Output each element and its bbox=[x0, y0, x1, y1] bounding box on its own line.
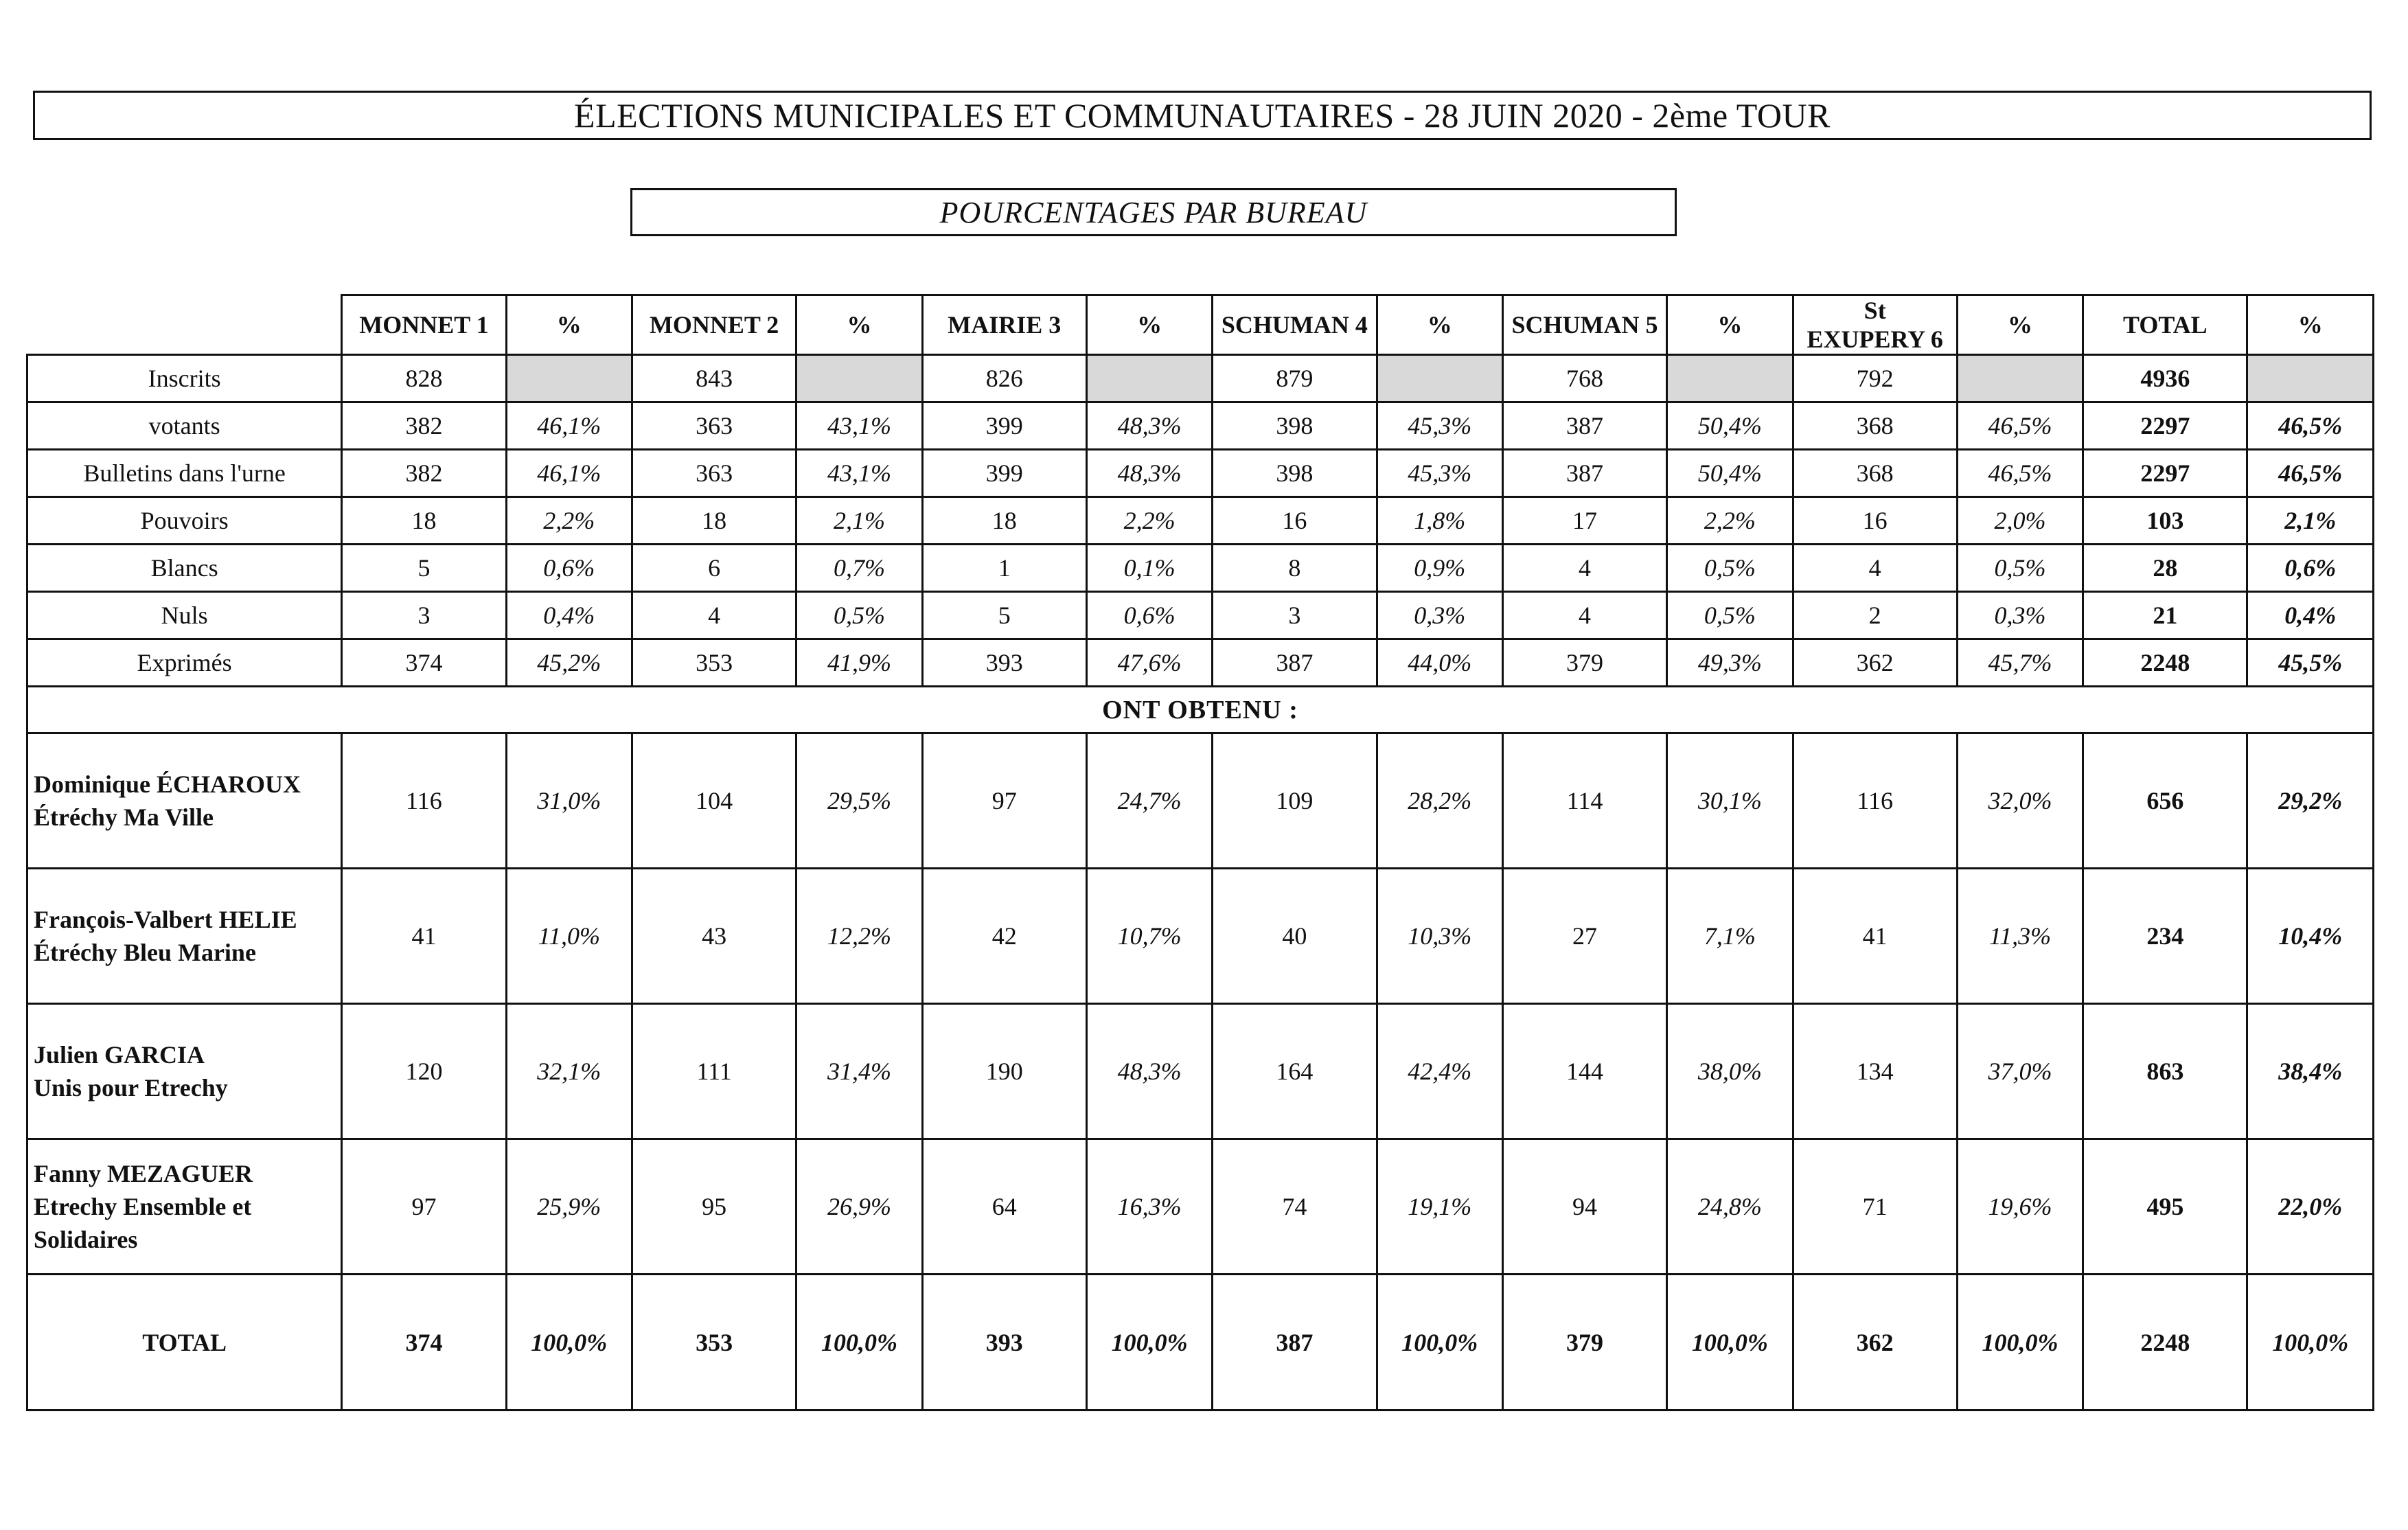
value-cell: 353 bbox=[632, 639, 796, 687]
pct-cell: 0,5% bbox=[796, 592, 922, 639]
stats-body bbox=[27, 355, 2374, 687]
value-cell: 4 bbox=[1502, 545, 1666, 592]
pct-cell: 46,1% bbox=[506, 402, 632, 450]
corner-cell bbox=[27, 295, 342, 355]
document-subtitle bbox=[630, 188, 1677, 236]
pct-cell: 0,7% bbox=[796, 545, 922, 592]
pct-cell bbox=[506, 355, 632, 402]
value-cell: 116 bbox=[1793, 733, 1957, 869]
value-cell: 382 bbox=[342, 450, 506, 497]
value-cell: 1 bbox=[922, 545, 1086, 592]
pct-cell: 46,5% bbox=[2247, 450, 2374, 497]
pct-cell: 46,5% bbox=[1957, 402, 2083, 450]
total-row bbox=[27, 1275, 2374, 1411]
value-cell: 4936 bbox=[2083, 355, 2247, 402]
pct-cell: 42,4% bbox=[1377, 1004, 1502, 1139]
value-cell: 5 bbox=[922, 592, 1086, 639]
candidate-label bbox=[27, 1004, 342, 1139]
pct-cell: 31,4% bbox=[796, 1004, 922, 1139]
value-cell: 42 bbox=[922, 869, 1086, 1004]
pct-cell: 2,2% bbox=[1086, 497, 1212, 545]
value-cell: 374 bbox=[342, 1275, 506, 1411]
value-cell: 41 bbox=[1793, 869, 1957, 1004]
pct-cell: 0,6% bbox=[1086, 592, 1212, 639]
value-cell: 8 bbox=[1213, 545, 1377, 592]
value-cell: 374 bbox=[342, 639, 506, 687]
candidate-list: Étréchy Bleu Marine bbox=[34, 939, 256, 966]
pct-cell: 24,8% bbox=[1667, 1139, 1793, 1275]
pct-cell: 11,3% bbox=[1957, 869, 2083, 1004]
col-header-pct: % bbox=[796, 295, 922, 355]
value-cell: 363 bbox=[632, 402, 796, 450]
col-header-monnet-1: MONNET 1 bbox=[342, 295, 506, 355]
pct-cell bbox=[796, 355, 922, 402]
value-cell: 2297 bbox=[2083, 450, 2247, 497]
candidate-name: Fanny MEZAGUER bbox=[34, 1160, 253, 1187]
candidate-list: Solidaires bbox=[34, 1226, 138, 1253]
col-header-monnet-2: MONNET 2 bbox=[632, 295, 796, 355]
pct-cell: 2,0% bbox=[1957, 497, 2083, 545]
value-cell: 843 bbox=[632, 355, 796, 402]
pct-cell: 1,8% bbox=[1377, 497, 1502, 545]
value-cell: 362 bbox=[1793, 1275, 1957, 1411]
value-cell: 379 bbox=[1502, 1275, 1666, 1411]
value-cell: 2297 bbox=[2083, 402, 2247, 450]
pct-cell: 45,7% bbox=[1957, 639, 2083, 687]
value-cell: 363 bbox=[632, 450, 796, 497]
value-cell: 387 bbox=[1502, 450, 1666, 497]
pct-cell: 38,4% bbox=[2247, 1004, 2374, 1139]
value-cell: 6 bbox=[632, 545, 796, 592]
pct-cell: 31,0% bbox=[506, 733, 632, 869]
value-cell: 399 bbox=[922, 402, 1086, 450]
value-cell: 116 bbox=[342, 733, 506, 869]
pct-cell: 0,6% bbox=[2247, 545, 2374, 592]
col-header-pct: % bbox=[1957, 295, 2083, 355]
value-cell: 97 bbox=[342, 1139, 506, 1275]
value-cell: 353 bbox=[632, 1275, 796, 1411]
pct-cell: 24,7% bbox=[1086, 733, 1212, 869]
pct-cell bbox=[1086, 355, 1212, 402]
stat-row bbox=[27, 592, 2374, 639]
pct-cell: 26,9% bbox=[796, 1139, 922, 1275]
value-cell: 879 bbox=[1213, 355, 1377, 402]
pct-cell: 32,0% bbox=[1957, 733, 2083, 869]
value-cell: 144 bbox=[1502, 1004, 1666, 1139]
pct-cell: 19,6% bbox=[1957, 1139, 2083, 1275]
ont-obtenu-row bbox=[27, 687, 2374, 733]
pct-cell: 19,1% bbox=[1377, 1139, 1502, 1275]
document-title bbox=[33, 91, 2372, 140]
col-header-pct: % bbox=[1667, 295, 1793, 355]
pct-cell: 12,2% bbox=[796, 869, 922, 1004]
pct-cell: 37,0% bbox=[1957, 1004, 2083, 1139]
value-cell: 104 bbox=[632, 733, 796, 869]
value-cell: 164 bbox=[1213, 1004, 1377, 1139]
value-cell: 4 bbox=[632, 592, 796, 639]
pct-cell: 10,3% bbox=[1377, 869, 1502, 1004]
candidate-row bbox=[27, 1004, 2374, 1139]
value-cell: 387 bbox=[1213, 1275, 1377, 1411]
value-cell: 398 bbox=[1213, 450, 1377, 497]
value-cell: 95 bbox=[632, 1139, 796, 1275]
pct-cell: 16,3% bbox=[1086, 1139, 1212, 1275]
value-cell: 2248 bbox=[2083, 639, 2247, 687]
col-header-pct: % bbox=[506, 295, 632, 355]
candidate-list: Unis pour Etrechy bbox=[34, 1074, 228, 1101]
value-cell: 109 bbox=[1213, 733, 1377, 869]
pct-cell: 45,2% bbox=[506, 639, 632, 687]
pct-cell: 29,2% bbox=[2247, 733, 2374, 869]
stat-row bbox=[27, 545, 2374, 592]
value-cell: 368 bbox=[1793, 450, 1957, 497]
stat-row bbox=[27, 639, 2374, 687]
value-cell: 71 bbox=[1793, 1139, 1957, 1275]
value-cell: 97 bbox=[922, 733, 1086, 869]
value-cell: 362 bbox=[1793, 639, 1957, 687]
pct-cell: 44,0% bbox=[1377, 639, 1502, 687]
stat-row bbox=[27, 402, 2374, 450]
pct-cell: 100,0% bbox=[796, 1275, 922, 1411]
pct-cell: 7,1% bbox=[1667, 869, 1793, 1004]
value-cell: 398 bbox=[1213, 402, 1377, 450]
value-cell: 3 bbox=[1213, 592, 1377, 639]
results-table bbox=[26, 294, 2374, 1411]
pct-cell: 43,1% bbox=[796, 402, 922, 450]
pct-cell: 100,0% bbox=[2247, 1275, 2374, 1411]
value-cell: 16 bbox=[1213, 497, 1377, 545]
candidates-body bbox=[27, 733, 2374, 1275]
stat-row-label: Bulletins dans l'urne bbox=[27, 450, 342, 497]
pct-cell: 43,1% bbox=[796, 450, 922, 497]
value-cell: 399 bbox=[922, 450, 1086, 497]
pct-cell: 29,5% bbox=[796, 733, 922, 869]
document-subtitle-text: POURCENTAGES PAR BUREAU bbox=[939, 195, 1368, 229]
value-cell: 387 bbox=[1502, 402, 1666, 450]
pct-cell: 48,3% bbox=[1086, 402, 1212, 450]
candidate-list: Etrechy Ensemble et bbox=[34, 1193, 252, 1220]
col-header-pct: % bbox=[2247, 295, 2374, 355]
pct-cell bbox=[2247, 355, 2374, 402]
total-row-label: TOTAL bbox=[27, 1275, 342, 1411]
value-cell: 21 bbox=[2083, 592, 2247, 639]
value-cell: 863 bbox=[2083, 1004, 2247, 1139]
candidate-name: Julien GARCIA bbox=[34, 1041, 205, 1069]
pct-cell: 0,6% bbox=[506, 545, 632, 592]
pct-cell: 50,4% bbox=[1667, 450, 1793, 497]
value-cell: 495 bbox=[2083, 1139, 2247, 1275]
pct-cell: 2,1% bbox=[796, 497, 922, 545]
value-cell: 18 bbox=[632, 497, 796, 545]
stat-row-label: Exprimés bbox=[27, 639, 342, 687]
candidate-name: François-Valbert HELIE bbox=[34, 906, 297, 933]
value-cell: 18 bbox=[922, 497, 1086, 545]
value-cell: 27 bbox=[1502, 869, 1666, 1004]
value-cell: 64 bbox=[922, 1139, 1086, 1275]
value-cell: 4 bbox=[1502, 592, 1666, 639]
header-row bbox=[27, 295, 2374, 355]
pct-cell: 0,4% bbox=[2247, 592, 2374, 639]
pct-cell: 100,0% bbox=[1377, 1275, 1502, 1411]
pct-cell: 46,1% bbox=[506, 450, 632, 497]
pct-cell: 47,6% bbox=[1086, 639, 1212, 687]
value-cell: 234 bbox=[2083, 869, 2247, 1004]
pct-cell: 45,5% bbox=[2247, 639, 2374, 687]
value-cell: 111 bbox=[632, 1004, 796, 1139]
pct-cell: 49,3% bbox=[1667, 639, 1793, 687]
value-cell: 190 bbox=[922, 1004, 1086, 1139]
value-cell: 3 bbox=[342, 592, 506, 639]
pct-cell: 0,5% bbox=[1667, 545, 1793, 592]
pct-cell: 46,5% bbox=[1957, 450, 2083, 497]
value-cell: 120 bbox=[342, 1004, 506, 1139]
total-body bbox=[27, 1275, 2374, 1411]
col-header-st-exupery-6 bbox=[1793, 295, 1957, 355]
value-cell: 16 bbox=[1793, 497, 1957, 545]
value-cell: 2248 bbox=[2083, 1275, 2247, 1411]
col-header-pct: % bbox=[1377, 295, 1502, 355]
pct-cell: 0,9% bbox=[1377, 545, 1502, 592]
pct-cell: 100,0% bbox=[506, 1275, 632, 1411]
pct-cell: 25,9% bbox=[506, 1139, 632, 1275]
ont-obtenu-label: ONT OBTENU : bbox=[27, 687, 2374, 733]
value-cell: 828 bbox=[342, 355, 506, 402]
pct-cell: 46,5% bbox=[2247, 402, 2374, 450]
pct-cell: 45,3% bbox=[1377, 402, 1502, 450]
value-cell: 18 bbox=[342, 497, 506, 545]
pct-cell: 41,9% bbox=[796, 639, 922, 687]
col-header-schuman-4: SCHUMAN 4 bbox=[1213, 295, 1377, 355]
pct-cell: 38,0% bbox=[1667, 1004, 1793, 1139]
value-cell: 768 bbox=[1502, 355, 1666, 402]
candidate-label bbox=[27, 1139, 342, 1275]
pct-cell: 0,3% bbox=[1957, 592, 2083, 639]
col-header-pct: % bbox=[1086, 295, 1212, 355]
pct-cell: 10,4% bbox=[2247, 869, 2374, 1004]
value-cell: 656 bbox=[2083, 733, 2247, 869]
candidate-row bbox=[27, 869, 2374, 1004]
value-cell: 74 bbox=[1213, 1139, 1377, 1275]
col-header-mairie-3: MAIRIE 3 bbox=[922, 295, 1086, 355]
pct-cell: 32,1% bbox=[506, 1004, 632, 1139]
value-cell: 114 bbox=[1502, 733, 1666, 869]
pct-cell: 0,3% bbox=[1377, 592, 1502, 639]
stat-row bbox=[27, 497, 2374, 545]
col-header-schuman-5: SCHUMAN 5 bbox=[1502, 295, 1666, 355]
value-cell: 368 bbox=[1793, 402, 1957, 450]
value-cell: 43 bbox=[632, 869, 796, 1004]
pct-cell: 100,0% bbox=[1957, 1275, 2083, 1411]
pct-cell: 2,2% bbox=[506, 497, 632, 545]
value-cell: 393 bbox=[922, 639, 1086, 687]
pct-cell: 48,3% bbox=[1086, 450, 1212, 497]
value-cell: 379 bbox=[1502, 639, 1666, 687]
col-header-total: TOTAL bbox=[2083, 295, 2247, 355]
value-cell: 103 bbox=[2083, 497, 2247, 545]
value-cell: 393 bbox=[922, 1275, 1086, 1411]
value-cell: 134 bbox=[1793, 1004, 1957, 1139]
pct-cell: 45,3% bbox=[1377, 450, 1502, 497]
candidate-name: Dominique ÉCHAROUX bbox=[34, 770, 301, 798]
value-cell: 17 bbox=[1502, 497, 1666, 545]
candidate-label bbox=[27, 733, 342, 869]
pct-cell: 0,4% bbox=[506, 592, 632, 639]
pct-cell bbox=[1957, 355, 2083, 402]
pct-cell: 2,2% bbox=[1667, 497, 1793, 545]
stat-row-label: Pouvoirs bbox=[27, 497, 342, 545]
value-cell: 792 bbox=[1793, 355, 1957, 402]
pct-cell: 50,4% bbox=[1667, 402, 1793, 450]
stat-row-label: Nuls bbox=[27, 592, 342, 639]
candidate-list: Étréchy Ma Ville bbox=[34, 803, 214, 831]
stat-row-label: Blancs bbox=[27, 545, 342, 592]
col-header-st-exupery-line1: St bbox=[1864, 297, 1886, 324]
pct-cell: 48,3% bbox=[1086, 1004, 1212, 1139]
pct-cell: 10,7% bbox=[1086, 869, 1212, 1004]
candidate-row bbox=[27, 1139, 2374, 1275]
pct-cell: 22,0% bbox=[2247, 1139, 2374, 1275]
pct-cell: 100,0% bbox=[1667, 1275, 1793, 1411]
candidate-row bbox=[27, 733, 2374, 869]
stat-row bbox=[27, 355, 2374, 402]
stat-row-label: Inscrits bbox=[27, 355, 342, 402]
pct-cell: 30,1% bbox=[1667, 733, 1793, 869]
value-cell: 382 bbox=[342, 402, 506, 450]
value-cell: 387 bbox=[1213, 639, 1377, 687]
stat-row-label: votants bbox=[27, 402, 342, 450]
candidate-label bbox=[27, 869, 342, 1004]
pct-cell: 0,1% bbox=[1086, 545, 1212, 592]
pct-cell: 11,0% bbox=[506, 869, 632, 1004]
pct-cell: 100,0% bbox=[1086, 1275, 1212, 1411]
value-cell: 2 bbox=[1793, 592, 1957, 639]
value-cell: 41 bbox=[342, 869, 506, 1004]
value-cell: 28 bbox=[2083, 545, 2247, 592]
value-cell: 4 bbox=[1793, 545, 1957, 592]
pct-cell: 2,1% bbox=[2247, 497, 2374, 545]
pct-cell: 0,5% bbox=[1667, 592, 1793, 639]
pct-cell: 0,5% bbox=[1957, 545, 2083, 592]
value-cell: 826 bbox=[922, 355, 1086, 402]
col-header-st-exupery-line2: EXUPERY 6 bbox=[1807, 326, 1943, 353]
value-cell: 94 bbox=[1502, 1139, 1666, 1275]
stat-row bbox=[27, 450, 2374, 497]
pct-cell: 28,2% bbox=[1377, 733, 1502, 869]
document-title-text: ÉLECTIONS MUNICIPALES ET COMMUNAUTAIRES - 28 JUIN 2020 - 2ème TOUR bbox=[574, 96, 1831, 135]
pct-cell bbox=[1377, 355, 1502, 402]
value-cell: 40 bbox=[1213, 869, 1377, 1004]
pct-cell bbox=[1667, 355, 1793, 402]
value-cell: 5 bbox=[342, 545, 506, 592]
